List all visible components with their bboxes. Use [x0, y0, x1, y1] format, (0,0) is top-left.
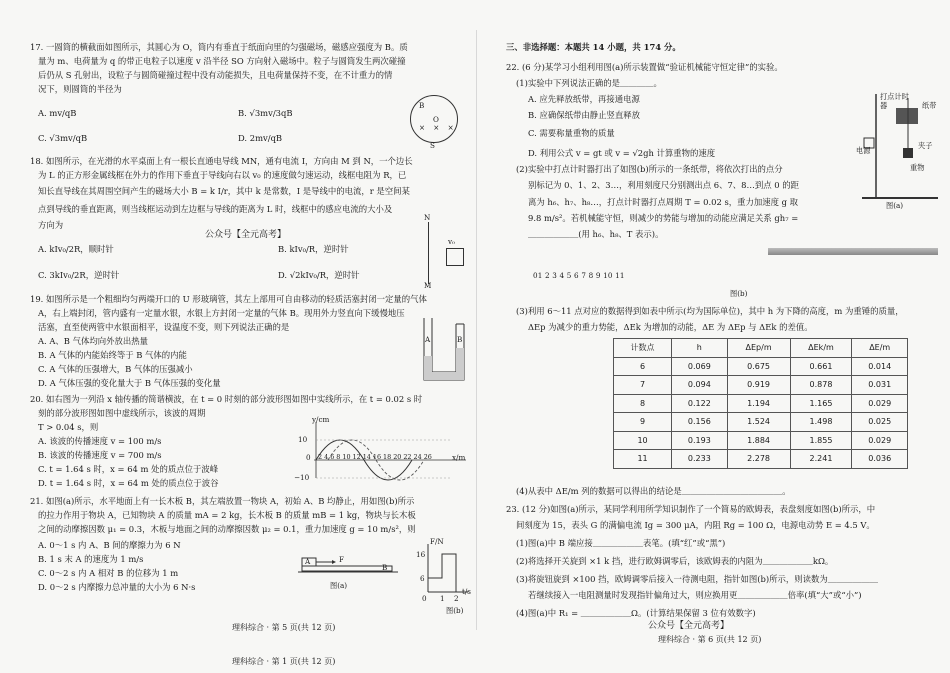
table-cell: 2.278 [727, 450, 790, 469]
q20-wave-figure [300, 420, 470, 482]
q22-option-c[interactable]: C. 需要称量重物的质量 [528, 128, 615, 138]
q22-sub1: (1)实验中下列说法正确的是＿＿＿＿。 [516, 78, 662, 88]
q17-line2: 量为 m、电荷量为 q 的带正电粒子以速度 v 沿半径 SO 方向射入磁场中。粒子与圆筒发生两次碰撞 [38, 56, 406, 66]
table-cell: 6 [614, 357, 672, 376]
q21-fig-b-caption: 图(b) [446, 606, 464, 615]
table-cell: 2.241 [790, 450, 852, 469]
q21-fig-fn: F/N [430, 537, 444, 546]
q23-sub2: (2)将选择开关旋到 ×1 k 挡，进行欧姆调零后，该欧姆表的内阻为＿＿＿＿＿＿kΩ。 [516, 556, 834, 566]
q23-sub4: (4)图(a)中 R₁ = ＿＿＿＿＿＿Ω。(计算结果保留 3 位有效数字) [516, 608, 756, 618]
q19-line3: 活塞，直至使两管中水银面相平，设温度不变，则下列说法正确的是 [38, 322, 290, 332]
q18-option-d[interactable]: D. √2kIv₀/R，逆时针 [278, 270, 360, 280]
q23-line1: 23. (12 分)如图(a)所示，某同学利用所学知识制作了一个简易的欧姆表，表盘刻度如图(b)所示，中 [506, 504, 876, 514]
q17-line3: 后仍从 S 孔射出，设粒子与圆筒碰撞过程中没有动能损失，且电荷量保持不变，在不计重力的情 [38, 70, 393, 80]
table-cell: 7 [614, 376, 672, 395]
q22-fig-tape: 纸带 [922, 101, 937, 110]
table-row [614, 357, 908, 376]
q23-line2: 间刻度为 15，表头 G 的满偏电流 Ig = 300 μA，内阻 Rg = 100 Ω，电源电动势 E = 4.5 V。 [516, 520, 875, 530]
table-cell: 0.014 [852, 357, 908, 376]
q19-fig-a: A [425, 335, 431, 344]
table-cell: 0.094 [672, 376, 728, 395]
q20-fig-y: y/cm [312, 415, 330, 424]
q21-line1: 21. 如图(a)所示，水平地面上有一长木板 B，其左端放置一物块 A，初始 A、B 均静止，用如图(b)所示 [30, 496, 415, 506]
q18-fig-m: M [424, 281, 432, 290]
q22-fig-weight: 重物 [910, 163, 925, 172]
table-cell: 0.122 [672, 394, 728, 413]
bottom-footer: 理科综合 · 第 1 页(共 12 页) [232, 657, 336, 666]
q18-fig-n: N [424, 213, 431, 222]
table-header-cell: ΔEk/m [790, 339, 852, 358]
q18-option-c[interactable]: C. 3kIv₀/2R，逆时针 [38, 270, 120, 280]
table-cell: 0.031 [852, 376, 908, 395]
watermark-right: 公众号【全元高考】 [648, 621, 730, 631]
q22-sub2-line2: 别标记为 0、1、2、3…，利用刻度尺分别测出点 6、7、8…到点 0 的距 [528, 180, 800, 190]
q21-line3: 之间的动摩擦因数 μ₁ = 0.3，木板与地面之间的动摩擦因数 μ₂ = 0.1，重力加速度 g = 10 m/s²，则 [38, 524, 416, 534]
q21-fig-t: t/s [462, 587, 471, 596]
table-header-cell: ΔEp/m [727, 339, 790, 358]
table-row [614, 431, 908, 450]
q21-fig-1: 1 [440, 594, 445, 603]
q22-sub3-line1: (3)利用 6～11 点对应的数据得到如表中所示(均为国际单位)，其中 h 为下降的高度，m 为重锤的质量， [516, 306, 904, 316]
q22-fig-clip: 夹子 [918, 141, 933, 150]
q22-option-a[interactable]: A. 应先释放纸带，再接通电源 [528, 94, 640, 104]
table-cell: 0.233 [672, 450, 728, 469]
q17-fig-s-label: S [430, 141, 435, 150]
q18-option-a[interactable]: A. kIv₀/2R，顺时针 [38, 244, 114, 254]
q18-square-loop [446, 248, 464, 266]
table-cell: 10 [614, 431, 672, 450]
q23-sub3-line1: (3)将旋钮旋到 ×100 挡，欧姆调零后接入一待测电阻，指针如图(b)所示，则读数为＿＿＿＿＿＿ [516, 574, 878, 584]
q21-option-c[interactable]: C. 0～2 s 内 A 相对 B 的位移为 1 m [38, 568, 179, 578]
q17-option-c[interactable]: C. √3mv/qB [38, 133, 88, 143]
table-cell: 0.156 [672, 413, 728, 432]
q19-option-c[interactable]: C. A 气体的压强增大，B 气体的压强减小 [38, 364, 193, 374]
section-heading: 三、非选择题：本题共 14 小题，共 174 分。 [506, 42, 681, 52]
q21-fig-2: 2 [454, 594, 459, 603]
q18-line1: 18. 如图所示，在光滑的水平桌面上有一根长直通电导线 MN，通有电流 I，方向由 M 到 N，一个边长 [30, 156, 413, 166]
q20-fig-10: 10 [298, 435, 308, 444]
q18-line3: 知长直导线在其周围空间产生的磁场大小 B = k I/r，其中 k 是常数，I 是导线中的电流，r 是空间某 [38, 186, 410, 196]
table-cell: 1.524 [727, 413, 790, 432]
column-divider [476, 30, 477, 630]
q22-sub2-line5: ＿＿＿＿＿＿(用 h₆、h₈、T 表示)。 [528, 229, 664, 239]
q22-sub4: (4)从表中 ΔE/m 列的数据可以得出的结论是＿＿＿＿＿＿＿＿＿＿＿＿。 [516, 486, 791, 496]
q21-fig-0: 0 [422, 594, 427, 603]
q22-sub3-line2: ΔEp 为减少的重力势能，ΔEk 为增加的动能，ΔE 为 ΔEp 与 ΔEk 的差值。 [528, 322, 813, 332]
q22-sub2-line4: 9.8 m/s²。若机械能守恒，则减少的势能与增加的动能应满足关系 gh₇ = [528, 213, 799, 223]
table-header-cell: ΔE/m [852, 339, 908, 358]
q17-option-a[interactable]: A. mv/qB [38, 108, 77, 118]
q22-option-b[interactable]: B. 应确保纸带由静止竖直释放 [528, 110, 640, 120]
q20-fig-neg10: −10 [294, 473, 310, 482]
q22-option-d[interactable]: D. 利用公式 v = gt 或 v = √2gh 计算重物的速度 [528, 148, 716, 158]
q19-option-a[interactable]: A. A、B 气体均向外放出热量 [38, 336, 148, 346]
table-cell: 1.884 [727, 431, 790, 450]
q18-line4: 点到导线的垂直距离，则当线框运动到左边框与导线的距离为 L 时，线框中的感应电流的大小及 [38, 204, 393, 214]
q19-fig-b: B [457, 335, 463, 344]
q18-fig-v: v₀ [448, 237, 455, 246]
q17-fig-b-label: B [419, 101, 425, 110]
left-footer: 理科综合 · 第 5 页(共 12 页) [232, 623, 336, 632]
table-cell: 8 [614, 394, 672, 413]
q22-data-table [613, 338, 908, 469]
q22-line1: 22. (6 分)某学习小组利用图(a)所示装置做“验证机械能守恒定律”的实验。 [506, 62, 783, 72]
q20-option-d[interactable]: D. t = 1.64 s 时，x = 64 m 处的质点位于波谷 [38, 478, 219, 488]
q21-option-a[interactable]: A. 0～1 s 内 A、B 间的摩擦力为 6 N [38, 540, 181, 550]
q22-sub2-line3: 离为 h₆、h₇、h₈…，打点计时器打点周期 T = 0.02 s，重力加速度 g 取 [528, 197, 799, 207]
watermark-left: 公众号【全元高考】 [205, 230, 287, 240]
table-header-cell: h [672, 339, 728, 358]
table-cell: 0.661 [790, 357, 852, 376]
q17-line1: 17. 一圆筒的横截面如图所示，其圆心为 O，筒内有垂直于纸面向里的匀强磁场，磁感应强度为 B。质 [30, 42, 408, 52]
q20-fig-ticks: 2 4 6 8 10 12 14 16 18 20 22 24 26 [318, 453, 432, 461]
q21-fig-f: F [339, 555, 344, 564]
table-cell: 1.165 [790, 394, 852, 413]
table-row [614, 450, 908, 469]
q19-option-d[interactable]: D. A 气体压强的变化量大于 B 气体压强的变化量 [38, 378, 221, 388]
table-cell: 0.029 [852, 394, 908, 413]
q21-fig-6: 6 [420, 574, 425, 583]
q20-fig-0: 0 [306, 453, 311, 462]
table-cell: 0.675 [727, 357, 790, 376]
q20-option-b[interactable]: B. 该波的传播速度 v = 700 m/s [38, 450, 162, 460]
q18-line5: 方向为 [38, 220, 64, 230]
q20-option-a[interactable]: A. 该波的传播速度 v = 100 m/s [38, 436, 162, 446]
table-cell: 0.919 [727, 376, 790, 395]
right-column [478, 0, 950, 673]
q20-line3: T > 0.04 s，则 [38, 422, 99, 432]
q22-fig-a-caption: 图(a) [886, 201, 904, 210]
q19-option-b[interactable]: B. A 气体的内能始终等于 B 气体的内能 [38, 350, 187, 360]
table-cell: 0.036 [852, 450, 908, 469]
q22-fig-timer: 打点计时器 [880, 92, 909, 110]
q23-sub3-line2: 若继续接入一电阻测量时发现指针偏角过大，则应换用更＿＿＿＿＿＿倍率(填“大”或“小”) [528, 590, 862, 600]
q17-option-d[interactable]: D. 2mv/qB [238, 133, 283, 143]
q19-u-tube-figure [420, 318, 468, 388]
table-cell: 0.069 [672, 357, 728, 376]
q21-option-b[interactable]: B. 1 s 末 A 的速度为 1 m/s [38, 554, 144, 564]
q19-line2: A，右上端封闭，管内盛有一定量水银，水银上方封闭一定量的气体 B。现用外力竖直向下缓慢地压 [38, 308, 405, 318]
q19-line1: 19. 如图所示是一个粗细均匀两端开口的 U 形玻璃管，其左上部用可自由移动的轻质活塞封闭一定量的气体 [30, 294, 427, 304]
q22-fig-b-caption: 图(b) [730, 289, 748, 298]
table-cell: 11 [614, 450, 672, 469]
q22-sub2-line1: (2)实验中打点计时器打出了如图(b)所示的一条纸带，将依次打出的点分 [516, 164, 783, 174]
table-cell: 0.029 [852, 431, 908, 450]
q21-fig-16: 16 [416, 550, 426, 559]
q22-fig-power: 电源 [856, 146, 871, 155]
q17-line4: 况下，则圆筒的半径为 [38, 84, 122, 94]
table-cell: 9 [614, 413, 672, 432]
q17-cylinder-figure [410, 95, 458, 143]
q18-option-b[interactable]: B. kIv₀/R，逆时针 [278, 244, 349, 254]
q20-line1: 20. 如右图为一列沿 x 轴传播的简谐横波，在 t = 0 时刻的部分波形图如图中实线所示，在 t = 0.02 s 时 [30, 394, 423, 404]
q20-line2: 刻的部分波形图如图中虚线所示，该波的周期 [38, 408, 206, 418]
table-row [614, 376, 908, 395]
q17-fig-crosses: × × × [419, 123, 457, 132]
table-row [614, 413, 908, 432]
q17-option-b[interactable]: B. √3mv/3qB [238, 108, 293, 118]
q21-line2: 的拉力作用于物块 A，已知物块 A 的质量 mA = 2 kg，长木板 B 的质量 mB = 1 kg，物块与长木板 [38, 510, 416, 520]
q23-sub1: (1)图(a)中 B 端应接＿＿＿＿＿＿表笔。(填“红”或“黑”) [516, 538, 726, 548]
table-cell: 1.855 [790, 431, 852, 450]
q18-line2: 为 L 的正方形金属线框在外力的作用下垂直于导线向右以 v₀ 的速度做匀速运动，线框电阻为 R，已 [38, 170, 407, 180]
right-footer: 理科综合 · 第 6 页(共 12 页) [658, 635, 762, 644]
q21-fig-a-block: A [305, 557, 311, 566]
q21-fig-b-board: B [382, 563, 388, 572]
table-row [614, 394, 908, 413]
table-cell: 0.878 [790, 376, 852, 395]
q21-fig-a-caption: 图(a) [330, 581, 348, 590]
table-header-cell: 计数点 [614, 339, 672, 358]
q17-fig-o-label: O [433, 115, 439, 124]
q21-option-d[interactable]: D. 0～2 s 内摩擦力总冲量的大小为 6 N·s [38, 582, 196, 592]
table-cell: 0.193 [672, 431, 728, 450]
q20-option-c[interactable]: C. t = 1.64 s 时，x = 64 m 处的质点位于波峰 [38, 464, 219, 474]
q22-tape-labels: 01 2 3 4 5 6 7 8 9 10 11 [533, 271, 625, 280]
table-cell: 1.498 [790, 413, 852, 432]
table-cell: 1.194 [727, 394, 790, 413]
q18-wire [428, 222, 429, 284]
table-cell: 0.025 [852, 413, 908, 432]
q20-fig-x: x/m [452, 453, 466, 462]
q22-tape-strip [768, 248, 938, 255]
table-header-row [614, 339, 908, 358]
